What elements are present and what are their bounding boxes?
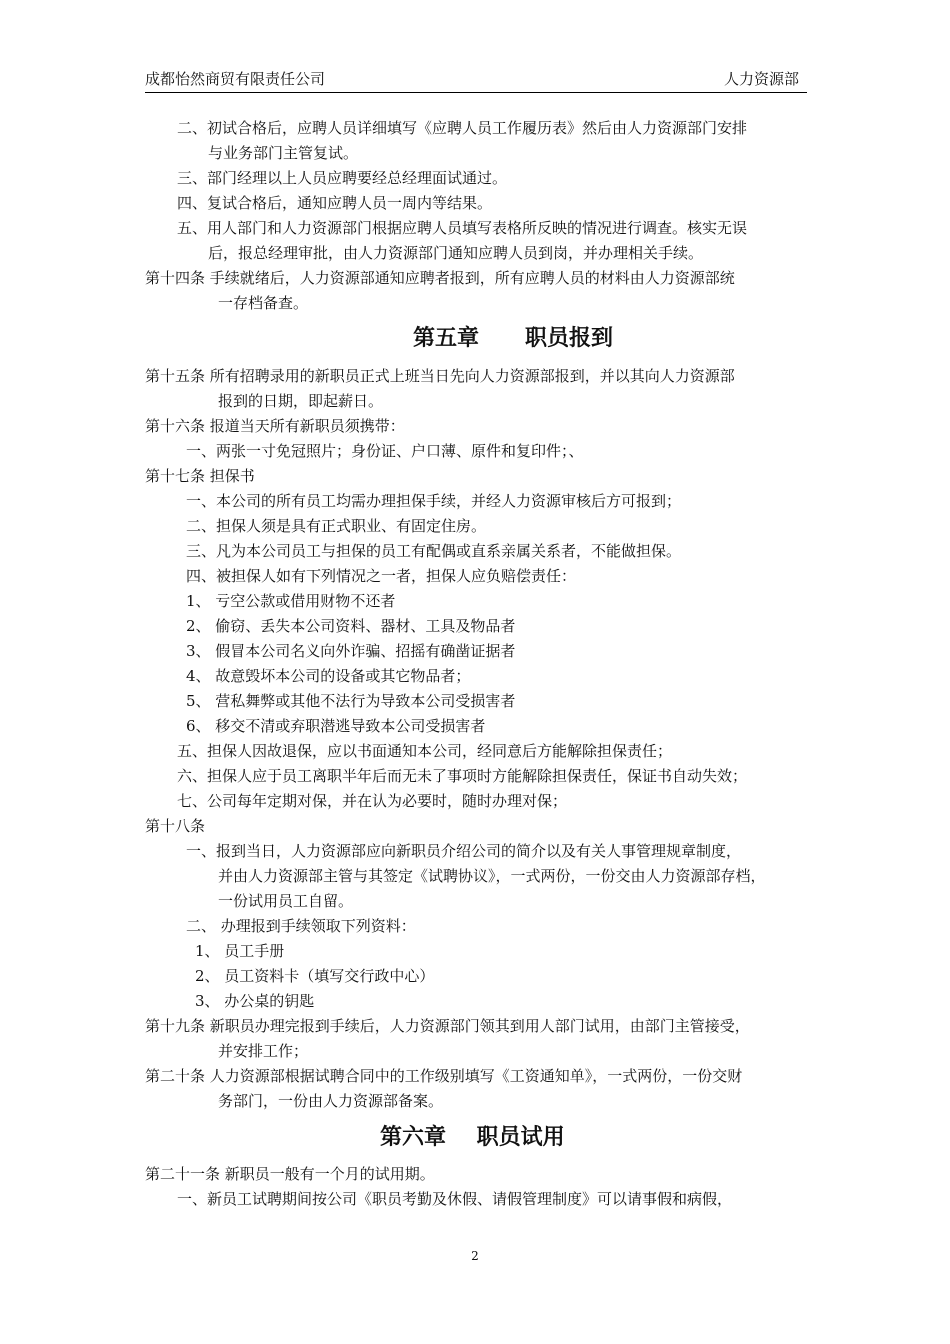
header-company: 成都怡然商贸有限责任公司 bbox=[145, 70, 326, 88]
article-line: 第十七条 担保书 bbox=[145, 467, 255, 485]
text-line: 二、 办理报到手续领取下列资料： bbox=[186, 917, 416, 935]
text-line: 一、新员工试聘期间按公司《职员考勤及休假、请假管理制度》可以请事假和病假， bbox=[177, 1190, 733, 1208]
text-line: 报到的日期，即起薪日。 bbox=[218, 392, 384, 410]
text-line: 二、担保人须是具有正式职业、有固定住房。 bbox=[186, 517, 487, 535]
article-line: 第十五条 所有招聘录用的新职员正式上班当日先向人力资源部报到，并以其向人力资源部 bbox=[145, 367, 735, 385]
text-line: 四、被担保人如有下列情况之一者，担保人应负赔偿责任： bbox=[186, 567, 577, 585]
list-item: 3、 假冒本公司名义向外诈骗、招摇有确凿证据者 bbox=[186, 642, 516, 660]
article-line: 第十九条 新职员办理完报到手续后，人力资源部门领其到用人部门试用，由部门主管接受， bbox=[145, 1017, 750, 1035]
article-line: 第二十一条 新职员一般有一个月的试用期。 bbox=[145, 1165, 435, 1183]
list-item: 3、 办公桌的钥匙 bbox=[195, 992, 315, 1010]
text-line: 三、部门经理以上人员应聘要经总经理面试通过。 bbox=[177, 169, 508, 187]
text-line: 并安排工作； bbox=[218, 1042, 309, 1060]
list-item: 2、 员工资料卡（填写交行政中心） bbox=[195, 967, 435, 985]
text-line: 七、公司每年定期对保，并在认为必要时，随时办理对保； bbox=[177, 792, 568, 810]
text-line: 四、复试合格后，通知应聘人员一周内等结果。 bbox=[177, 194, 493, 212]
text-line: 一、报到当日，人力资源部应向新职员介绍公司的简介以及有关人事管理规章制度， bbox=[186, 842, 742, 860]
article-line: 第二十条 人力资源部根据试聘合同中的工作级别填写《工资通知单》，一式两份，一份交财 bbox=[145, 1067, 743, 1085]
text-line: 一份试用员工自留。 bbox=[218, 892, 354, 910]
article-line: 第十六条 报道当天所有新职员须携带： bbox=[145, 417, 405, 435]
text-line: 后，报总经理审批，由人力资源部门通知应聘人员到岗，并办理相关手续。 bbox=[208, 244, 704, 262]
list-item: 5、 营私舞弊或其他不法行为导致本公司受损害者 bbox=[186, 692, 516, 710]
list-item: 4、 故意毁坏本公司的设备或其它物品者； bbox=[186, 667, 471, 685]
text-line: 与业务部门主管复试。 bbox=[208, 144, 359, 162]
text-line: 二、初试合格后，应聘人员详细填写《应聘人员工作履历表》然后由人力资源部门安排 bbox=[177, 119, 748, 137]
text-line: 三、凡为本公司员工与担保的员工有配偶或直系亲属关系者，不能做担保。 bbox=[186, 542, 682, 560]
header-department: 人力资源部 bbox=[723, 70, 799, 88]
list-item: 1、 亏空公款或借用财物不还者 bbox=[186, 592, 396, 610]
page-number: 2 bbox=[471, 1249, 479, 1263]
article-line: 第十八条 bbox=[145, 817, 206, 835]
list-item: 1、 员工手册 bbox=[195, 942, 285, 960]
text-line: 一存档备查。 bbox=[218, 294, 309, 312]
text-line: 六、担保人应于员工离职半年后而无未了事项时方能解除担保责任，保证书自动失效； bbox=[177, 767, 748, 785]
chapter-title: 第五章 职员报到 bbox=[413, 326, 613, 351]
text-line: 五、担保人因故退保，应以书面通知本公司，经同意后方能解除担保责任； bbox=[177, 742, 673, 760]
text-line: 并由人力资源部主管与其签定《试聘协议》，一式两份，一份交由人力资源部存档， bbox=[218, 867, 766, 885]
list-item: 2、 偷窃、丢失本公司资料、器材、工具及物品者 bbox=[186, 617, 516, 635]
text-line: 一、两张一寸免冠照片；身份证、户口薄、原件和复印件；、 bbox=[186, 442, 584, 460]
text-line: 一、本公司的所有员工均需办理担保手续，并经人力资源审核后方可报到； bbox=[186, 492, 682, 510]
chapter-title: 第六章 职员试用 bbox=[380, 1125, 565, 1150]
text-line: 五、用人部门和人力资源部门根据应聘人员填写表格所反映的情况进行调查。核实无误 bbox=[177, 219, 748, 237]
text-line: 务部门，一份由人力资源部备案。 bbox=[218, 1092, 444, 1110]
page-header bbox=[145, 66, 807, 93]
list-item: 6、 移交不清或弃职潜逃导致本公司受损害者 bbox=[186, 717, 486, 735]
article-line: 第十四条 手续就绪后，人力资源部通知应聘者报到，所有应聘人员的材料由人力资源部统 bbox=[145, 269, 735, 287]
